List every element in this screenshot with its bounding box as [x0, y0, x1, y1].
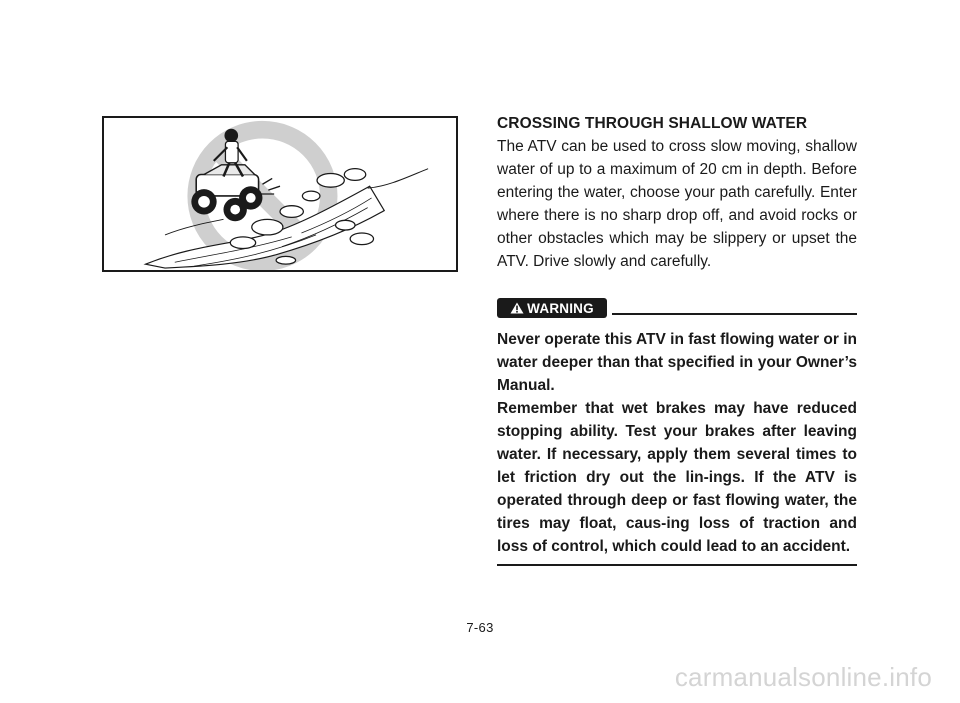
warning-header — [497, 298, 857, 320]
warning-text — [497, 328, 857, 558]
section-body: The ATV can be used to cross slow moving, shallow water of up to a maximum of 20 cm in depth. Before entering the water, choose your path carefully. Enter where there is no sharp drop off, and avoid rocks or other obstacles which may be slippery or upset the ATV. Drive slowly and carefully. — [497, 138, 857, 270]
atv-water-illustration — [102, 116, 458, 272]
page-number: 7-63 — [466, 620, 494, 635]
warning-label: WARNING — [527, 300, 594, 316]
atv-crossing-water-prohibited-illustration — [104, 118, 456, 270]
text-column — [497, 113, 857, 566]
warning-badge — [497, 298, 607, 318]
alert-triangle-icon — [510, 302, 524, 314]
warning-bottom-rule — [497, 564, 857, 566]
warning-paragraph: Remember that wet brakes may have reduced stopping ability. Test your brakes after leaving water. If necessary, apply them several times to let friction dry out the lin-ings. If the ATV is operated through deep or fast flowing water, the tires may float, caus-ing loss of traction and loss of control, which could lead to an accident. — [497, 400, 857, 555]
section-title: CROSSING THROUGH SHALLOW WATER — [497, 115, 808, 132]
watermark: carmanualsonline.info — [674, 662, 932, 692]
warning-paragraph: Never operate this ATV in fast flowing water or in water deeper than that specified in your Owner’s Manual. — [497, 331, 858, 394]
warning-top-rule — [612, 313, 857, 315]
